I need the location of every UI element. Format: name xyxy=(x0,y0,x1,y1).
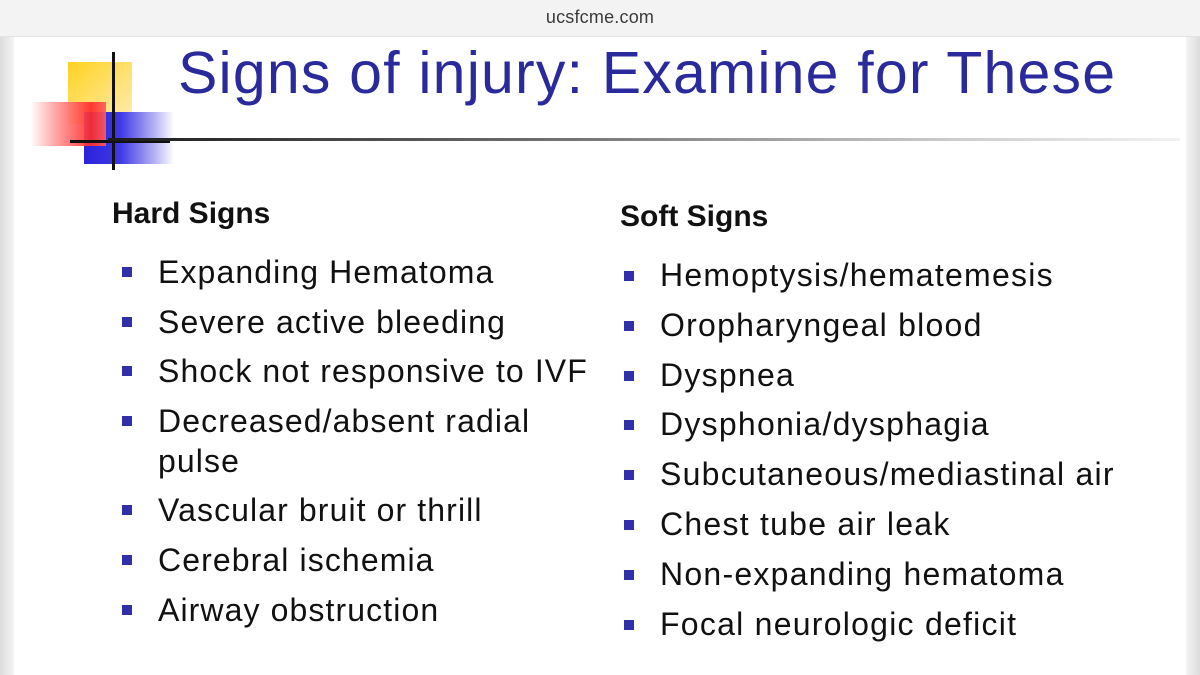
square-bullet-icon xyxy=(122,605,132,615)
hard-signs-list xyxy=(112,252,602,630)
list-item-text: Decreased/absent radial pulse xyxy=(158,402,531,479)
decorative-squares-logo-icon xyxy=(30,52,180,172)
list-item xyxy=(112,302,602,342)
list-item xyxy=(112,401,602,481)
list-item-text: Airway obstruction xyxy=(158,591,440,628)
square-bullet-icon xyxy=(122,416,132,426)
soft-signs-list xyxy=(620,255,1180,644)
square-bullet-icon xyxy=(122,555,132,565)
list-item xyxy=(620,355,1180,395)
square-bullet-icon xyxy=(624,570,634,580)
list-item-text: Severe active bleeding xyxy=(158,303,506,340)
slide-edge-right xyxy=(1186,37,1200,675)
title-divider xyxy=(108,138,1180,141)
square-bullet-icon xyxy=(624,520,634,530)
list-item xyxy=(620,305,1180,345)
list-item-text: Vascular bruit or thrill xyxy=(158,492,483,529)
list-item-text: Dyspnea xyxy=(660,356,796,393)
list-item-text: Hemoptysis/hematemesis xyxy=(660,257,1054,293)
list-item xyxy=(620,504,1180,544)
slide-title: Signs of injury: Examine for These xyxy=(178,40,1117,106)
list-item-text: Expanding Hematoma xyxy=(158,254,495,290)
square-bullet-icon xyxy=(624,271,634,281)
list-item-text: Chest tube air leak xyxy=(660,505,951,542)
list-item xyxy=(112,252,602,292)
list-item xyxy=(112,490,602,530)
list-item-text: Cerebral ischemia xyxy=(158,541,435,578)
list-item xyxy=(112,351,602,391)
slide-edge-left xyxy=(0,37,14,675)
list-item xyxy=(112,540,602,580)
address-bar[interactable] xyxy=(0,0,1200,37)
square-bullet-icon xyxy=(122,366,132,376)
soft-signs-heading: Soft Signs xyxy=(620,200,769,233)
list-item xyxy=(112,590,602,630)
list-item-text: Subcutaneous/mediastinal air xyxy=(660,456,1115,493)
list-item xyxy=(620,604,1180,644)
soft-signs-column xyxy=(620,199,1180,653)
hard-signs-heading: Hard Signs xyxy=(112,197,271,230)
list-item-text: Focal neurologic deficit xyxy=(660,605,1018,642)
list-item-text: Non-expanding hematoma xyxy=(660,555,1065,592)
square-bullet-icon xyxy=(624,470,634,480)
list-item xyxy=(620,554,1180,594)
list-item-text: Dysphonia/dysphagia xyxy=(660,406,990,443)
square-bullet-icon xyxy=(624,321,634,331)
list-item-text: Shock not responsive to IVF xyxy=(158,353,588,390)
logo-vertical-line xyxy=(112,52,115,170)
url-text: ucsfcme.com xyxy=(545,6,655,27)
list-item-text: Oropharyngeal blood xyxy=(660,306,983,343)
list-item xyxy=(620,404,1180,444)
square-bullet-icon xyxy=(624,620,634,630)
list-item xyxy=(620,454,1180,494)
square-bullet-icon xyxy=(624,420,634,430)
square-bullet-icon xyxy=(122,267,132,277)
square-bullet-icon xyxy=(122,505,132,515)
hard-signs-column xyxy=(112,196,602,639)
square-bullet-icon xyxy=(122,317,132,327)
list-item xyxy=(620,255,1180,295)
square-bullet-icon xyxy=(624,371,634,381)
